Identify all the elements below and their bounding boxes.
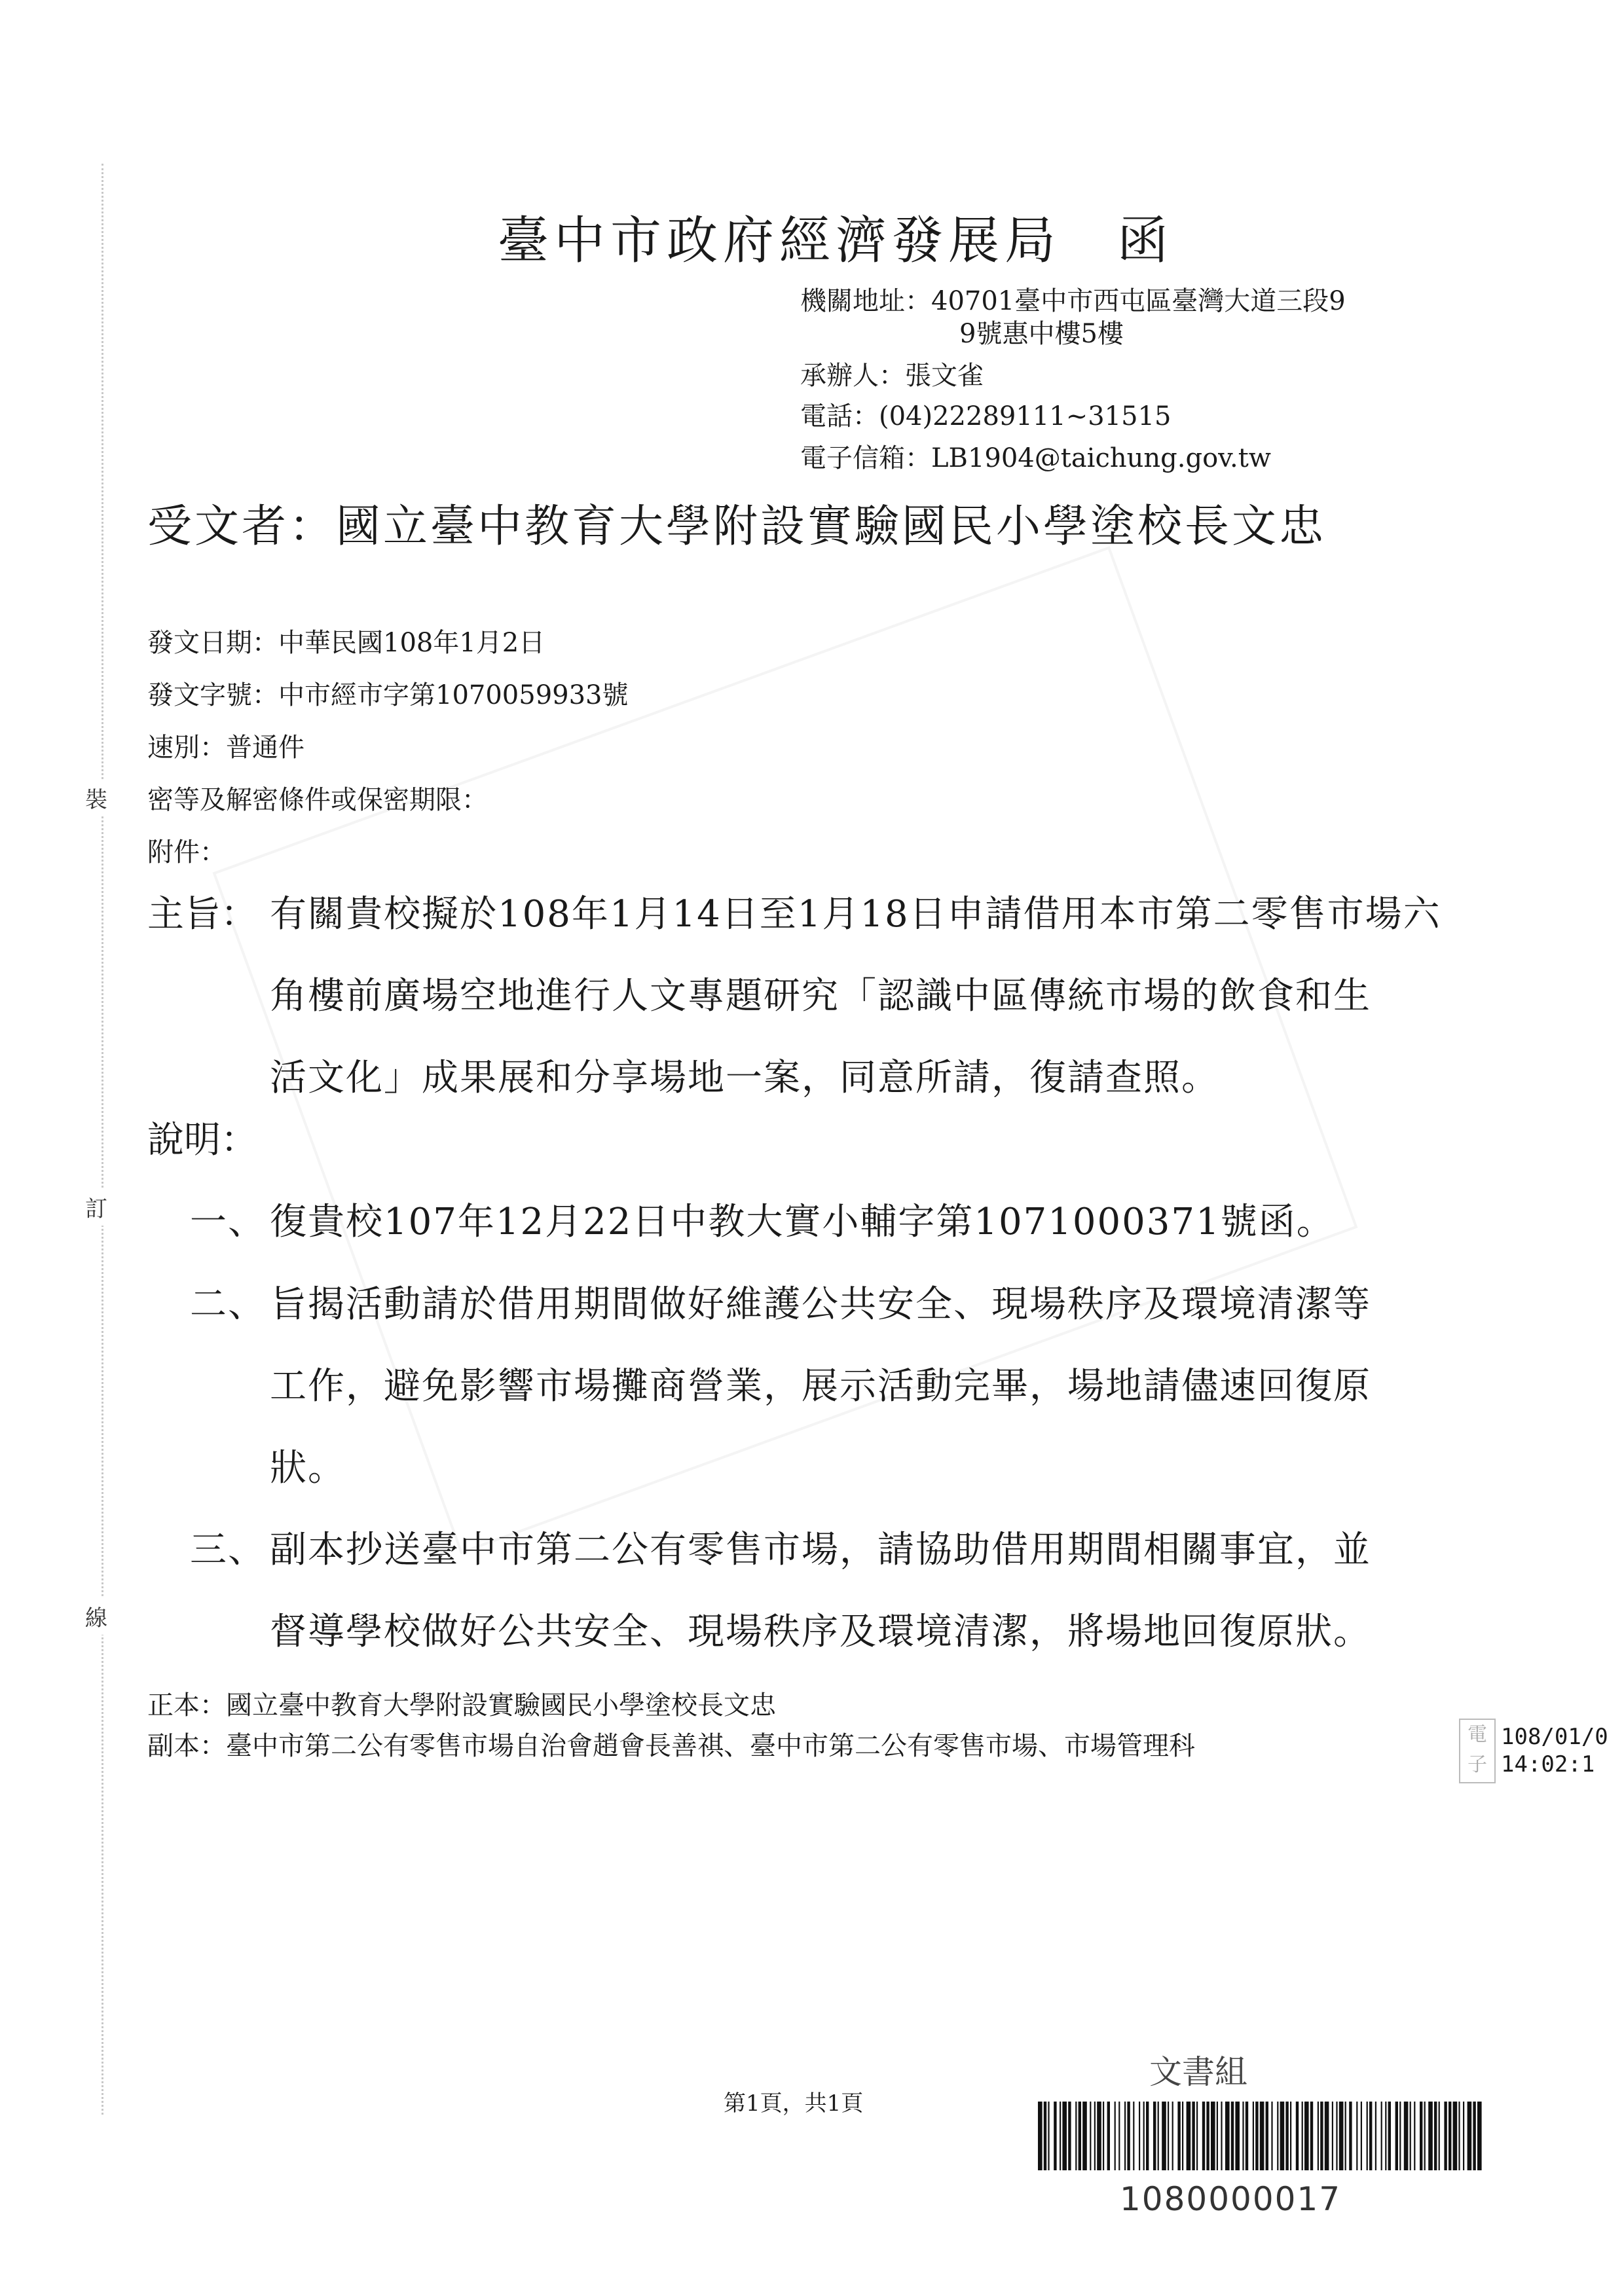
officer-name: 承辦人：張文雀 <box>800 361 984 391</box>
stamp-date: 108/01/0 <box>1501 1724 1608 1750</box>
barcode-bar <box>1439 2102 1440 2170</box>
explanation-line: 旨揭活動請於借用期間做好維護公共安全、現場秩序及環境清潔等 <box>270 1283 1371 1326</box>
barcode-bar <box>1325 2102 1329 2170</box>
department-label: 文書組 <box>1149 2053 1247 2091</box>
barcode-bar <box>1062 2102 1067 2170</box>
barcode-bar <box>1349 2102 1352 2170</box>
officer-email: 電子信箱：LB1904@taichung.gov.tw <box>800 443 1272 473</box>
barcode-bar <box>1196 2102 1198 2170</box>
issue-date: 發文日期：中華民國108年1月2日 <box>147 628 545 658</box>
barcode-bar <box>1231 2102 1234 2170</box>
barcode-bar <box>1310 2102 1313 2170</box>
barcode-bar <box>1162 2102 1166 2170</box>
barcode-bar <box>1280 2102 1285 2170</box>
barcode-bar <box>1206 2102 1209 2170</box>
binding-line <box>101 164 103 2115</box>
barcode-bar <box>1044 2102 1046 2170</box>
recipient: 受文者：國立臺中教育大學附設實驗國民小學塗校長文忠 <box>147 501 1327 553</box>
barcode-bar <box>1473 2102 1475 2170</box>
explanation-line: 狀。 <box>270 1447 346 1489</box>
barcode-bar <box>1133 2102 1134 2170</box>
explanation-line: 副本抄送臺中市第二公有零售市場，請協助借用期間相關事宜，並 <box>270 1529 1371 1571</box>
barcode-bar <box>1381 2102 1382 2170</box>
barcode-bar <box>1375 2102 1376 2170</box>
main-copy-recipient: 正本：國立臺中教育大學附設實驗國民小學塗校長文忠 <box>147 1690 776 1721</box>
subject-line: 活文化」成果展和分享場地一案，同意所請，復請查照。 <box>270 1057 1219 1099</box>
page-number: 第1頁，共1頁 <box>724 2090 864 2117</box>
barcode-bar <box>1304 2102 1309 2170</box>
barcode-bar <box>1285 2102 1288 2170</box>
attachment: 附件： <box>147 837 226 867</box>
barcode-bar <box>1038 2102 1043 2170</box>
barcode-bar <box>1118 2102 1120 2170</box>
secrecy-level: 密等及解密條件或保密期限： <box>147 785 488 815</box>
barcode-bar <box>1444 2102 1447 2170</box>
stamp-time: 14:02:1 <box>1501 1751 1595 1777</box>
barcode-bar <box>1434 2102 1437 2170</box>
barcode-bar <box>1060 2102 1061 2170</box>
barcode-bar <box>1395 2102 1398 2170</box>
barcode-bar <box>1336 2102 1337 2170</box>
barcode-bar <box>1296 2102 1299 2170</box>
subject-line: 角樓前廣場空地進行人文專題研究「認識中區傳統市場的飲食和生 <box>270 975 1371 1017</box>
subject-label: 主旨： <box>147 893 257 936</box>
barcode-bar <box>1458 2102 1460 2170</box>
barcode-bar <box>1068 2102 1071 2170</box>
barcode-bar <box>1369 2102 1372 2170</box>
barcode-bar <box>1388 2102 1391 2170</box>
barcode-bar <box>1467 2102 1472 2170</box>
barcode-bar <box>1477 2102 1482 2170</box>
explanation-item-number: 一、 <box>190 1201 266 1243</box>
barcode-bar <box>1339 2102 1344 2170</box>
barcode-bar <box>1182 2102 1183 2170</box>
barcode-bar <box>1385 2102 1386 2170</box>
barcode-bar <box>1453 2102 1458 2170</box>
barcode-bar <box>1271 2102 1272 2170</box>
barcode-bar <box>1115 2102 1116 2170</box>
binding-mark-xian: 線 <box>85 1597 107 1635</box>
barcode-bar <box>1177 2102 1180 2170</box>
barcode-bar <box>1290 2102 1291 2170</box>
barcode-bar <box>1217 2102 1218 2170</box>
delivery-speed: 速別：普通件 <box>147 733 304 763</box>
barcode-bar <box>1103 2102 1104 2170</box>
barcode-bar <box>1090 2102 1091 2170</box>
explanation-item-number: 二、 <box>190 1283 266 1326</box>
barcode-bar <box>1192 2102 1194 2170</box>
barcode-bar <box>1139 2102 1140 2170</box>
barcode-bar <box>1255 2102 1258 2170</box>
barcode-bar <box>1345 2102 1346 2170</box>
barcode-bar <box>1124 2102 1126 2170</box>
barcode-bar <box>1172 2102 1173 2170</box>
barcode-bar <box>1404 2102 1409 2170</box>
barcode-bar <box>1266 2102 1268 2170</box>
reference-number: 發文字號：中市經市字第1070059933號 <box>147 680 629 710</box>
barcode-bar <box>1143 2102 1145 2170</box>
barcode-bar <box>1367 2102 1368 2170</box>
binding-mark-zhuang: 裝 <box>85 779 107 816</box>
barcode-bar <box>1361 2102 1362 2170</box>
barcode-bar <box>1202 2102 1205 2170</box>
barcode-bar <box>1187 2102 1191 2170</box>
barcode-bar <box>1332 2102 1333 2170</box>
barcode-bar <box>1079 2102 1081 2170</box>
barcode-bar <box>1253 2102 1254 2170</box>
barcode-bar <box>1246 2102 1248 2170</box>
explanation-item-number: 三、 <box>190 1529 266 1571</box>
electronic-receipt-stamp <box>1459 1719 1496 1783</box>
barcode-bar <box>1428 2102 1433 2170</box>
barcode-bar <box>1463 2102 1464 2170</box>
barcode-bar <box>1097 2102 1101 2170</box>
barcode-bar <box>1225 2102 1230 2170</box>
barcode-bar <box>1449 2102 1451 2170</box>
barcode-bar <box>1048 2102 1049 2170</box>
barcode-bar <box>1158 2102 1159 2170</box>
barcode-bar <box>1054 2102 1056 2170</box>
agency-address-line1: 機關地址：40701臺中市西屯區臺灣大道三段9 <box>800 286 1346 316</box>
barcode-bar <box>1094 2102 1096 2170</box>
binding-mark-ding: 訂 <box>85 1188 107 1226</box>
barcode-bar <box>1320 2102 1323 2170</box>
explanation-line: 工作，避免影響市場攤商營業，展示活動完畢，場地請儘速回復原 <box>270 1365 1371 1408</box>
barcode-bar <box>1318 2102 1319 2170</box>
barcode-bar <box>1260 2102 1264 2170</box>
barcode-bar <box>1424 2102 1426 2170</box>
barcode-bar <box>1399 2102 1401 2170</box>
barcode-bar <box>1211 2102 1215 2170</box>
explanation-line: 復貴校107年12月22日中教大實小輔字第1071000371號函。 <box>270 1201 1335 1243</box>
explanation-line: 督導學校做好公共安全、現場秩序及環境清潔，將場地回復原狀。 <box>270 1611 1371 1653</box>
barcode-bar <box>1277 2102 1278 2170</box>
barcode-bar <box>1235 2102 1240 2170</box>
barcode-bar <box>1221 2102 1222 2170</box>
carbon-copy-recipients: 副本：臺中市第二公有零售市場自治會趙會長善祺、臺中市第二公有零售市場、市場管理科 <box>147 1731 1195 1761</box>
barcode-bar <box>1168 2102 1169 2170</box>
explanation-label: 說明： <box>147 1119 257 1161</box>
barcode-number: 1080000017 <box>1120 2180 1342 2218</box>
barcode-bar <box>1107 2102 1110 2170</box>
barcode-bar <box>1075 2102 1077 2170</box>
document-barcode <box>1038 2102 1483 2170</box>
barcode-bar <box>1302 2102 1303 2170</box>
barcode-bar <box>1242 2102 1244 2170</box>
barcode-bar <box>1414 2102 1415 2170</box>
document-title: 臺中市政府經濟發展局 函 <box>498 211 1174 270</box>
barcode-bar <box>1082 2102 1087 2170</box>
barcode-bar <box>1127 2102 1130 2170</box>
barcode-bar <box>1420 2102 1422 2170</box>
agency-address-line2: 9號惠中樓5樓 <box>959 319 1124 349</box>
stamp-char: 電子 <box>1467 1723 1487 1776</box>
subject-line: 有關貴校擬於108年1月14日至1月18日申請借用本市第二零售市場六 <box>270 893 1441 936</box>
barcode-bar <box>1356 2102 1357 2170</box>
officer-phone: 電話：(04)22289111~31515 <box>800 401 1172 431</box>
barcode-bar <box>1153 2102 1156 2170</box>
barcode-bar <box>1146 2102 1149 2170</box>
barcode-bar <box>1410 2102 1411 2170</box>
